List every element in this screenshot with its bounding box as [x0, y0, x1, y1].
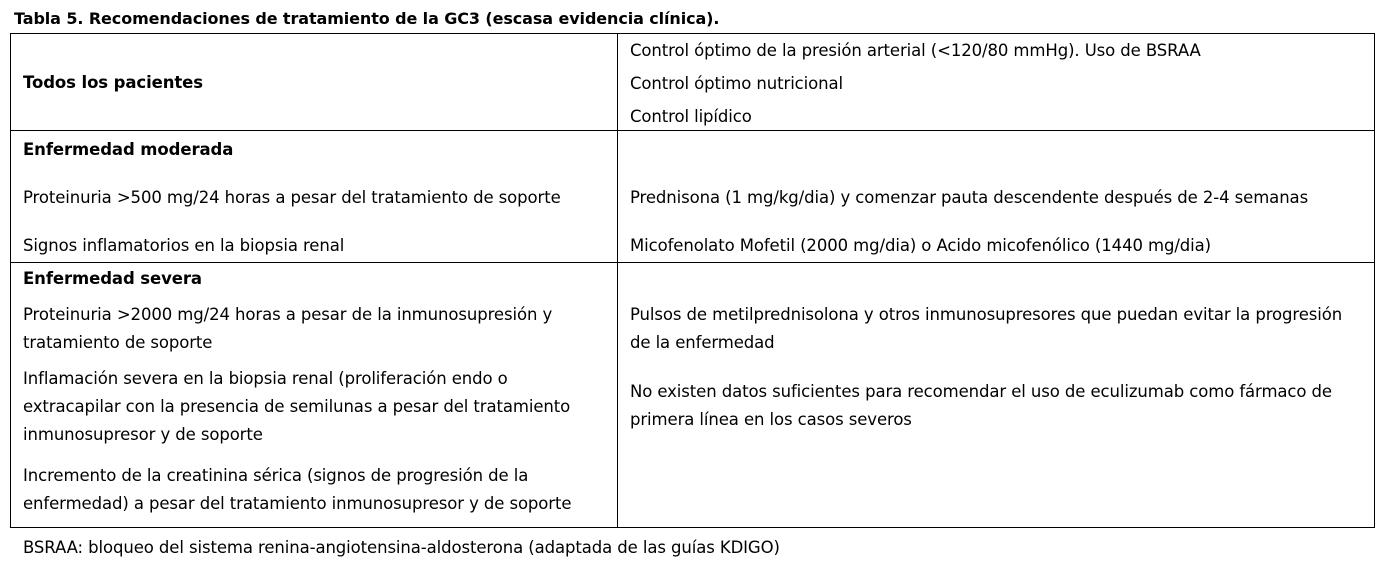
- row1-right-item: Control óptimo de la presión arterial (<120/80 mmHg). Uso de BSRAA: [630, 41, 1201, 60]
- row3-left-item-line: tratamiento de soporte: [23, 333, 213, 352]
- row3-right-item-line: No existen datos suficientes para recomendar el uso de eculizumab como fármaco de: [630, 382, 1332, 401]
- row2-left-item: Proteinuria >500 mg/24 horas a pesar del tratamiento de soporte: [23, 188, 561, 207]
- row3-left-item-line: extracapilar con la presencia de semilunas a pesar del tratamiento: [23, 397, 571, 416]
- table-footnote: BSRAA: bloqueo del sistema renina-angiotensina-aldosterona (adaptada de las guías KDIGO): [23, 538, 780, 557]
- row1-right-item: Control óptimo nutricional: [630, 74, 843, 93]
- row-heading-moderate-disease: Enfermedad moderada: [23, 140, 234, 159]
- row3-right-item-line: de la enfermedad: [630, 333, 775, 352]
- row1-right-item: Control lipídico: [630, 107, 752, 126]
- row3-left-item-line: Proteinuria >2000 mg/24 horas a pesar de la inmunosupresión y: [23, 305, 553, 324]
- row3-left-item-line: Incremento de la creatinina sérica (signos de progresión de la: [23, 466, 529, 485]
- row3-left-item-line: Inflamación severa en la biopsia renal (proliferación endo o: [23, 369, 508, 388]
- row2-right-item: Micofenolato Mofetil (2000 mg/dia) o Acido micofenólico (1440 mg/dia): [630, 236, 1212, 255]
- row2-right-item: Prednisona (1 mg/kg/dia) y comenzar pauta descendente después de 2-4 semanas: [630, 188, 1309, 207]
- row-heading-severe-disease: Enfermedad severa: [23, 269, 202, 288]
- column-divider: [617, 34, 618, 527]
- row-heading-all-patients: Todos los pacientes: [23, 73, 203, 92]
- row3-left-item-line: enfermedad) a pesar del tratamiento inmunosupresor y de soporte: [23, 494, 572, 513]
- row3-right-item-line: primera línea en los casos severos: [630, 410, 912, 429]
- row3-left-item-line: inmunosupresor y de soporte: [23, 425, 263, 444]
- table-caption: Tabla 5. Recomendaciones de tratamiento de la GC3 (escasa evidencia clínica).: [14, 9, 720, 28]
- treatment-table: [10, 33, 1375, 528]
- row-divider: [11, 262, 1374, 263]
- row2-left-item: Signos inflamatorios en la biopsia renal: [23, 236, 345, 255]
- row3-right-item-line: Pulsos de metilprednisolona y otros inmunosupresores que puedan evitar la progresión: [630, 305, 1343, 324]
